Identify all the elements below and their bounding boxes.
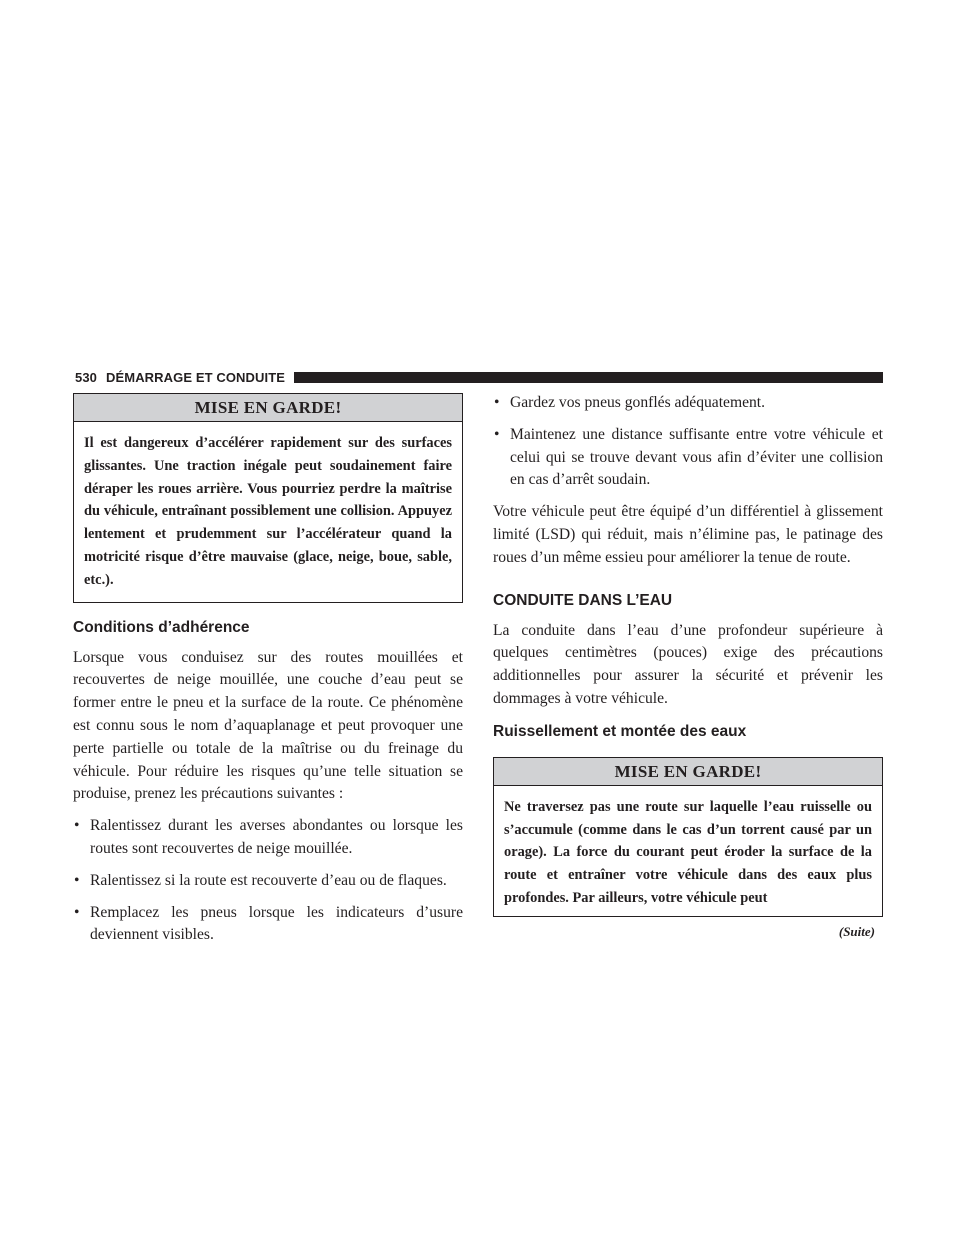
list-item: • Ralentissez durant les averses abondantes ou lorsque les routes sont recouvertes de neige mouillée. <box>74 817 463 857</box>
bullet-icon: • <box>494 394 500 411</box>
paragraph-lsd: Votre véhicule peut être équipé d’un différentiel à glissement limité (LSD) qui réduit, mais n’élimine pas, le patinage des roues d’un même essieu pour améliorer la tenue de route. <box>493 503 883 566</box>
list-item: • Ralentissez si la route est recouverte d’eau ou de flaques. <box>73 870 463 893</box>
list-item: • Remplacez les pneus lorsque les indicateurs d’usure deviennent visibles. <box>74 903 463 944</box>
heading-water-driving: CONDUITE DANS L’EAU <box>493 591 673 609</box>
list-item: • Maintenez une distance suffisante entre votre véhicule et celui qui se trouve devant vous afin d’éviter une collision en cas d’arrêt soudain. <box>494 425 883 489</box>
continued-label: (Suite) <box>838 923 875 939</box>
page-header <box>75 368 883 386</box>
section-title: DÉMARRAGE ET CONDUITE <box>106 369 286 385</box>
bullet-icon: • <box>74 903 80 921</box>
paragraph-aquaplaning: Lorsque vous conduisez sur des routes mouillées et recouvertes de neige mouillée, une couche d’eau peut se former entre le pneu et la surface de la route. Ce phénomène est connu sous le nom d’aquaplanage et peut provoquer une perte partielle ou totale de la maîtrise ou du freinage du véhicule. Pour réduire les risques qu’une telle situation se produise, prenez les précautions suivantes : <box>73 648 463 803</box>
bullet-icon: • <box>74 871 80 889</box>
warning-body: Ne traversez pas une route sur laquelle l’eau ruisselle ou s’accumule (comme dans le cas d’un torrent causé par un orage). La force du courant peut éroder la surface de la route et entraîner votre véhicule dans des eaux plus profondes. Par ailleurs, votre véhicule peut <box>504 798 872 906</box>
paragraph-water-driving: La conduite dans l’eau d’une profondeur supérieure à quelques centimètres (pouces) exige des précautions additionnelles pour assurer la sécurité et prévenir les dommages à votre véhicule. <box>493 621 883 707</box>
warning-box-acceleration <box>73 393 463 603</box>
warning-title: MISE EN GARDE! <box>74 394 462 422</box>
bullet-icon: • <box>494 425 500 443</box>
subheading-flowing-water: Ruissellement et montée des eaux <box>493 722 747 740</box>
subheading-traction: Conditions d’adhérence <box>73 618 250 636</box>
left-column <box>73 393 463 947</box>
precautions-list-continued <box>493 392 883 492</box>
page-number: 530 <box>75 369 97 385</box>
precautions-list <box>73 815 463 947</box>
right-column <box>493 392 883 940</box>
header-rule <box>294 372 883 383</box>
warning-body: Il est dangereux d’accélérer rapidement sur des surfaces glissantes. Une traction inégale peut soudainement faire déraper les roues arrière. Vous pourriez perdre la maîtrise du véhicule, entraînant possiblement une collision. Appuyez lentement et prudemment sur l’accélérateur quand la motricité risque d’être mauvaise (glace, neige, boue, sable, etc.). <box>84 435 452 588</box>
bullet-icon: • <box>74 817 80 835</box>
list-item: • Gardez vos pneus gonflés adéquatement. <box>493 392 883 415</box>
warning-title: MISE EN GARDE! <box>494 758 882 786</box>
warning-box-flowing-water <box>493 757 883 917</box>
